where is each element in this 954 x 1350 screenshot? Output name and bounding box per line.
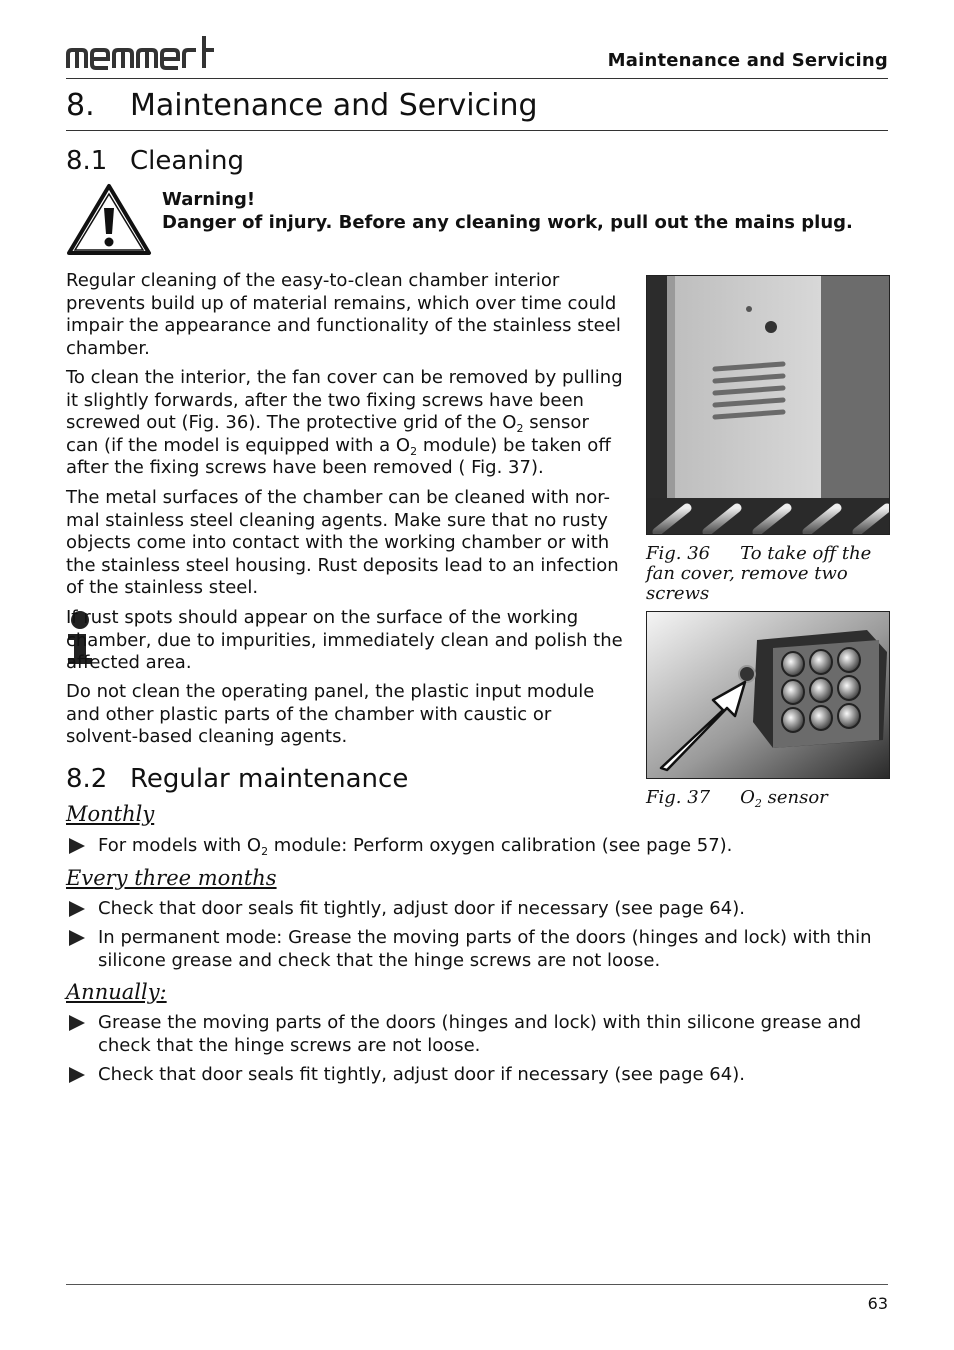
chapter-heading bbox=[66, 88, 538, 123]
chapter-rule bbox=[66, 130, 888, 131]
page-number: 63 bbox=[867, 1294, 888, 1313]
list-item: Check that door seals fit tightly, adjust door if necessary (see page 64). bbox=[66, 1064, 888, 1087]
list-item: Check that door seals fit tightly, adjust door if necessary (see page 64). bbox=[66, 898, 888, 921]
warning-text: Danger of injury. Before any cleaning work, pull out the mains plug. bbox=[162, 212, 853, 233]
section-title: Cleaning bbox=[130, 146, 244, 176]
section-number: 8.2 bbox=[66, 764, 108, 794]
bullet-arrow-icon bbox=[66, 836, 88, 856]
bullet-arrow-icon bbox=[66, 1013, 88, 1033]
section-heading-maintenance bbox=[66, 764, 408, 794]
fig36-label: Fig. 36 bbox=[646, 543, 711, 564]
header-rule bbox=[66, 78, 888, 79]
header-section-title: Maintenance and Servicing bbox=[607, 50, 888, 71]
bullet-arrow-icon bbox=[66, 1065, 88, 1085]
section-heading-cleaning bbox=[66, 146, 244, 176]
cleaning-paragraph-2: To clean the interior, the fan cover can be removed by pulling it slightly forwards, after the two fixing screws have been screwed out (Fig. 36). The protective grid of the $O_2$ sensor can (if the model is equipped with a $O_2$ module) be taken off after the fixing screws have been removed ( Fig. 37). bbox=[66, 367, 623, 478]
figure-36-fan-cover bbox=[646, 275, 890, 535]
bullet-arrow-icon bbox=[66, 899, 88, 919]
list-item: Grease the moving parts of the doors (hinges and lock) with thin silicone grease and check that the hinge screws are not loose. bbox=[66, 1012, 888, 1057]
section-title: Regular maintenance bbox=[130, 764, 409, 794]
warning-title: Warning! bbox=[162, 189, 256, 210]
chapter-title: Maintenance and Servicing bbox=[130, 88, 538, 123]
info-note: If rust spots should appear on the surface of the working chamber, due to impurities, immediately clean and polish the affected area. bbox=[66, 607, 623, 673]
figure-37-caption: Fig. 37 $O_2$ sensor bbox=[646, 787, 828, 810]
list-item: For models with $O_2$ module: Perform oxygen calibration (see page 57). bbox=[66, 835, 888, 858]
chapter-number: 8. bbox=[66, 88, 95, 123]
bullet-arrow-icon bbox=[66, 928, 88, 948]
cleaning-paragraph-3: The metal surfaces of the chamber can be cleaned with nor-mal stainless steel cleaning agents. Make sure that no rusty objects come into contact with the working chamber or with the stainless steel housing. Rust deposits lead to an infection of the stainless steel. bbox=[66, 487, 619, 598]
figure-37-o2-sensor bbox=[646, 611, 890, 779]
fig37-label: Fig. 37 bbox=[646, 787, 711, 808]
cleaning-paragraph-1: Regular cleaning of the easy-to-clean chamber interior prevents build up of material remains, which over time could impair the appearance and functionality of the stainless steel chamber. bbox=[66, 270, 621, 359]
section-number: 8.1 bbox=[66, 146, 108, 176]
warning-block bbox=[162, 188, 853, 234]
memmert-logo bbox=[66, 32, 216, 72]
warning-triangle-icon bbox=[66, 182, 152, 256]
list-item: In permanent mode: Grease the moving parts of the doors (hinges and lock) with thin silicone grease and check that the hinge screws are not loose. bbox=[66, 927, 888, 972]
footer-rule bbox=[66, 1284, 888, 1285]
monthly-heading: Monthly bbox=[66, 802, 155, 826]
figure-36-caption bbox=[646, 544, 888, 604]
quarterly-heading: Every three months bbox=[66, 866, 277, 890]
annual-heading: Annually: bbox=[66, 980, 167, 1004]
fig36-caption-text: To take off the fan cover, remove two screws bbox=[646, 543, 872, 604]
cleaning-paragraph-4: Do not clean the operating panel, the plastic input module and other plastic parts of the chamber with caustic or solvent-based cleaning agents. bbox=[66, 681, 595, 747]
